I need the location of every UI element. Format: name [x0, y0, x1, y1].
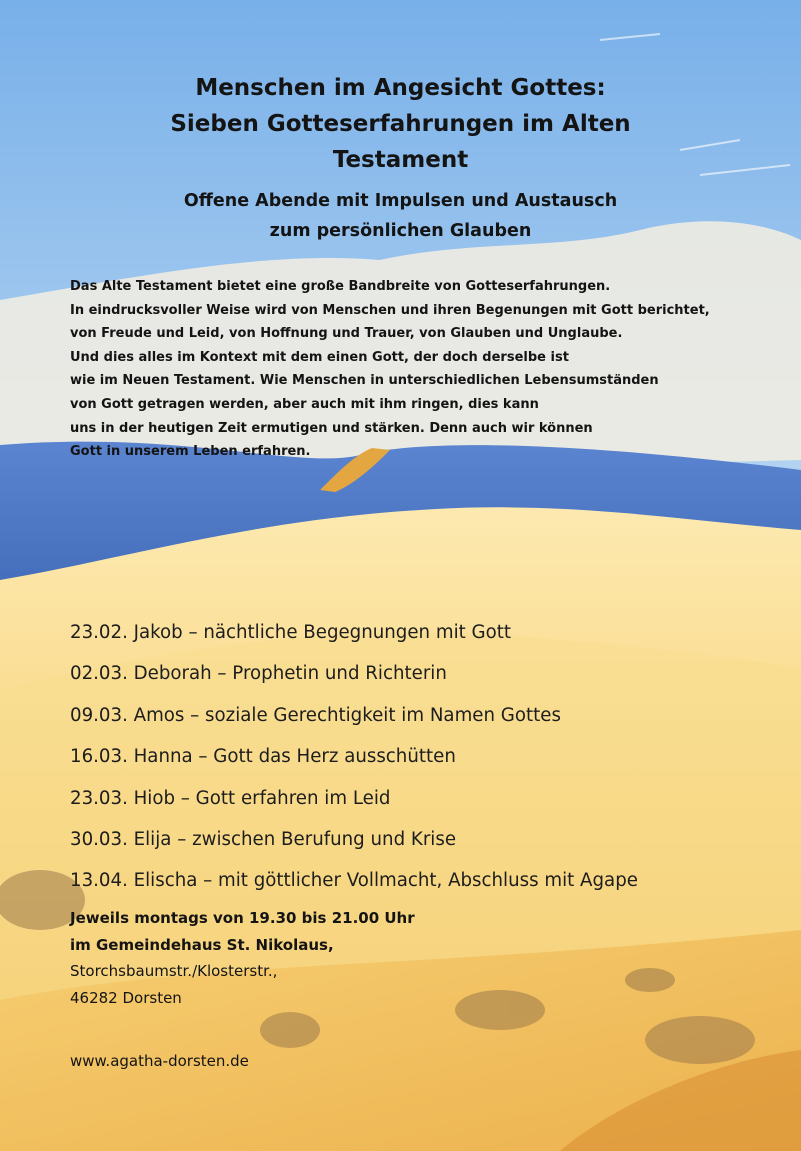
- title-line: Testament: [332, 147, 469, 173]
- venue-street: Storchsbaumstr./Klosterstr.,: [70, 962, 278, 980]
- intro-line: von Gott getragen werden, aber auch mit ihm ringen, dies kann: [70, 396, 539, 412]
- intro-line: Und dies alles im Kontext mit dem einen Gott, der doch derselbe ist: [70, 349, 569, 365]
- event-subtitle: [0, 186, 801, 246]
- intro-line: In eindrucksvoller Weise wird von Menschen und ihren Begenungen mit Gott berichtet,: [70, 302, 710, 318]
- website-link[interactable]: www.agatha-dorsten.de: [70, 1052, 249, 1070]
- event-title: [0, 70, 801, 178]
- intro-line: Das Alte Testament bietet eine große Bandbreite von Gotteserfahrungen.: [70, 279, 611, 294]
- title-line: Sieben Gotteserfahrungen im Alten: [170, 111, 631, 137]
- event-date-item: 13.04. Elischa – mit göttlicher Vollmacht, Abschluss mit Agape: [70, 870, 638, 892]
- subtitle-line: Offene Abende mit Impulsen und Austausch: [183, 191, 618, 211]
- intro-line: von Freude und Leid, von Hoffnung und Trauer, von Glauben und Unglaube.: [70, 326, 623, 342]
- intro-line: wie im Neuen Testament. Wie Menschen in unterschiedlichen Lebensumständen: [70, 373, 659, 389]
- venue-city: 46282 Dorsten: [70, 988, 182, 1007]
- intro-line: uns in der heutigen Zeit ermutigen und stärken. Denn auch wir können: [70, 420, 593, 436]
- intro-paragraph: [70, 275, 790, 464]
- title-line: Menschen im Angesicht Gottes:: [195, 75, 606, 101]
- event-date-item: 16.03. Hanna – Gott das Herz ausschütten: [70, 746, 456, 768]
- event-date-item: 09.03. Amos – soziale Gerechtigkeit im Namen Gottes: [70, 704, 561, 726]
- event-date-item: 02.03. Deborah – Prophetin und Richterin: [70, 663, 447, 685]
- event-date-item: 30.03. Elija – zwischen Berufung und Krise: [70, 828, 457, 850]
- subtitle-line: zum persönlichen Glauben: [269, 221, 532, 241]
- venue-name: im Gemeindehaus St. Nikolaus,: [70, 935, 334, 954]
- intro-line: Gott in unserem Leben erfahren.: [70, 444, 311, 460]
- event-date-item: 23.03. Hiob – Gott erfahren im Leid: [70, 787, 391, 809]
- event-date-item: 23.02. Jakob – nächtliche Begegnungen mit Gott: [70, 622, 512, 643]
- event-schedule-list: [70, 617, 638, 907]
- venue-info: [70, 905, 415, 1011]
- meeting-time: Jeweils montags von 19.30 bis 21.00 Uhr: [70, 909, 415, 927]
